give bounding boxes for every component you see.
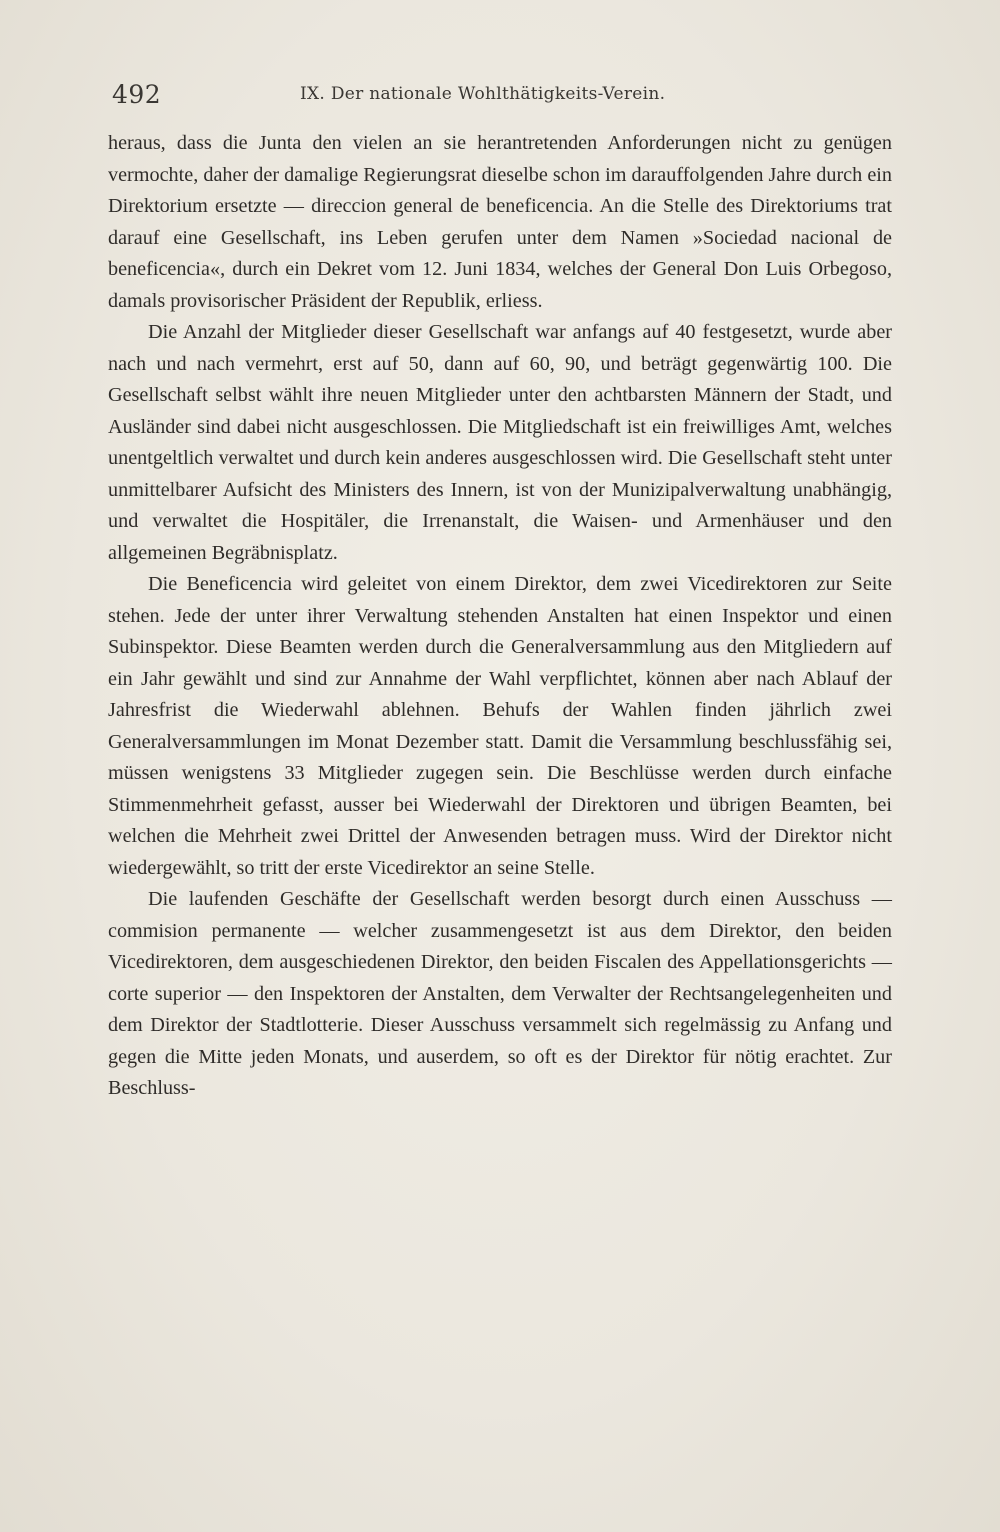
page-header bbox=[112, 76, 892, 116]
running-title: IX. Der nationale Wohlthätigkeits-Verein. bbox=[300, 84, 666, 104]
paragraph-committee: Die laufenden Geschäfte der Gesellschaft werden besorgt durch einen Ausschuss — commision permanente — welcher zusammengesetzt ist aus dem Direktor, den beiden Vicedirektoren, dem ausgeschiedenen Direktor, den beiden Fiscalen des Appellationsgerichts — corte superior — den Inspektoren der Anstalten, dem Verwalter der Rechtsangelegenheiten und dem Direktor der Stadtlotterie. Dieser Ausschuss versammelt sich regelmässig zu Anfang und gegen die Mitte jeden Monats, und auserdem, so oft es der Direktor für nötig erachtet. Zur Beschluss- bbox=[108, 888, 892, 1099]
body-text bbox=[108, 128, 892, 1105]
paragraph-continuation: heraus, dass die Junta den vielen an sie herantretenden Anforderungen nicht zu genügen vermochte, daher der damalige Regierungsrat dieselbe schon im darauffolgenden Jahre durch ein Direktorium ersetzte — direccion general de beneficencia. An die Stelle des Direktoriums trat darauf eine Gesellschaft, ins Leben gerufen unter dem Namen »Sociedad nacional de beneficencia«, durch ein Dekret vom 12. Juni 1834, welches der General Don Luis Orbegoso, damals provisorischer Präsident der Republik, erliess. bbox=[108, 132, 892, 312]
paragraph-membership: Die Anzahl der Mitglieder dieser Gesellschaft war anfangs auf 40 festgesetzt, wurde aber nach und nach vermehrt, erst auf 50, dann auf 60, 90, und beträgt gegenwärtig 100. Die Gesellschaft selbst wählt ihre neuen Mitglieder unter den achtbarsten Männern der Stadt, und Ausländer sind dabei nicht ausgeschlossen. Die Mitgliedschaft ist ein freiwilliges Amt, welches unentgeltlich verwaltet und durch kein anderes ausgeschlossen wird. Die Gesellschaft steht unter unmittelbarer Aufsicht des Ministers des Innern, ist von der Munizipalverwaltung unabhängig, und verwaltet die Hospitäler, die Irrenanstalt, die Waisen- und Armenhäuser und den allgemeinen Begräbnisplatz. bbox=[108, 321, 892, 564]
paragraph-leadership: Die Beneficencia wird geleitet von einem Direktor, dem zwei Vicedirektoren zur Seite stehen. Jede der unter ihrer Verwaltung stehenden Anstalten hat einen Inspektor und einen Subinspektor. Diese Beamten werden durch die Generalversammlung aus den Mitgliedern auf ein Jahr gewählt und sind zur Annahme der Wahl verpflichtet, können aber nach Ablauf der Jahresfrist die Wiederwahl ablehnen. Behufs der Wahlen finden jährlich zwei Generalversammlungen im Monat Dezember statt. Damit die Versammlung beschlussfähig sei, müssen wenigstens 33 Mitglieder zugegen sein. Die Beschlüsse werden durch einfache Stimmenmehrheit gefasst, ausser bei Wiederwahl der Direktoren und übrigen Beamten, bei welchen die Mehrheit zwei Drittel der Anwesenden betragen muss. Wird der Direktor nicht wiedergewählt, so tritt der erste Vicedirektor an seine Stelle. bbox=[108, 573, 892, 879]
page-number: 492 bbox=[112, 80, 162, 109]
